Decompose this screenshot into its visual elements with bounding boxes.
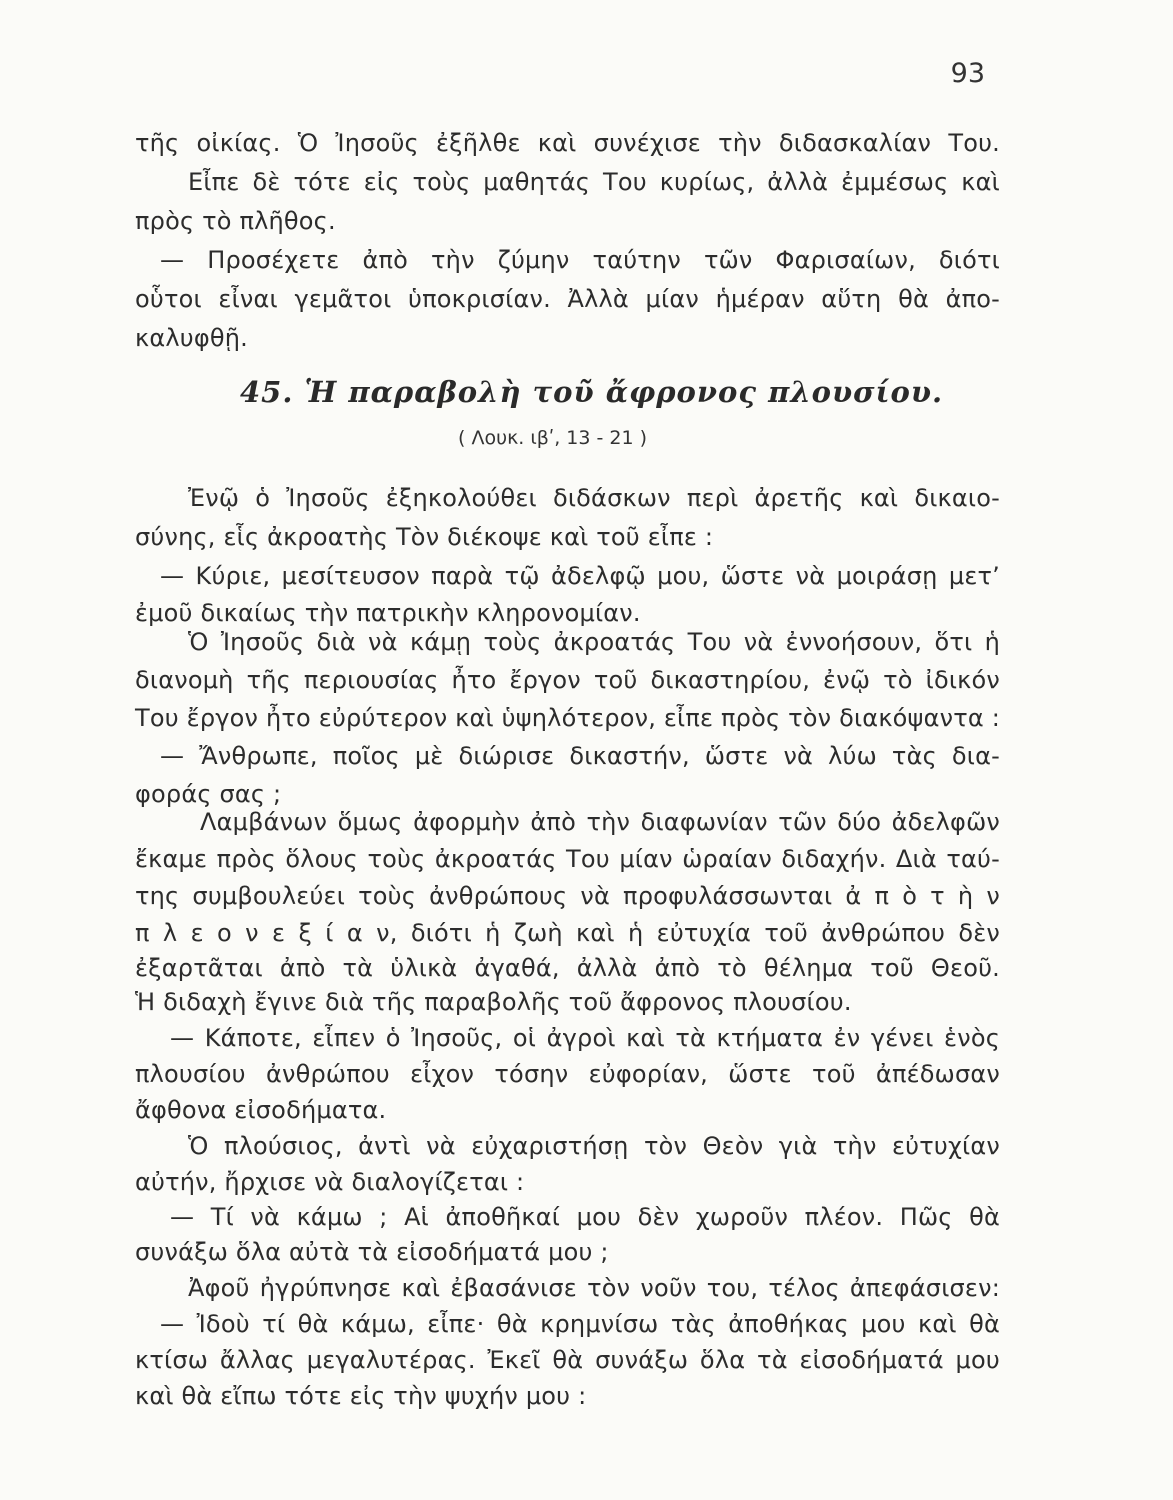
text-line: — Ἄνθρωπε, ποῖος μὲ διώρισε δικαστήν, ὥστε νὰ λύω τὰς δια- — [160, 742, 1000, 770]
text-line: της συμβουλεύει τοὺς ἀνθρώπους νὰ προφυλάσσωνται ἀ π ὸ τ ὴ ν — [135, 882, 1000, 910]
scripture-reference: ( Λουκ. ιβʹ, 13 - 21 ) — [458, 427, 648, 449]
text-line: Ὁ πλούσιος, ἀντὶ νὰ εὐχαριστήσῃ τὸν Θεὸν γιὰ τὴν εὐτυχίαν — [188, 1132, 1000, 1160]
text-line: Ἐνῷ ὁ Ἰησοῦς ἐξηκολούθει διδάσκων περὶ ἀρετῆς καὶ δικαιο- — [188, 484, 1000, 512]
section-heading: 45. Ἡ παραβολὴ τοῦ ἄφρονος πλουσίου. — [240, 375, 944, 409]
text-line: διανομὴ τῆς περιουσίας ἦτο ἔργον τοῦ δικαστηρίου, ἐνῷ τὸ ἰδικόν — [135, 666, 1000, 694]
text-line: πλουσίου ἀνθρώπου εἶχον τόσην εὐφορίαν, ὥστε τοῦ ἀπέδωσαν — [135, 1060, 1000, 1088]
text-line: σύνης, εἷς ἀκροατὴς Τὸν διέκοψε καὶ τοῦ εἶπε : — [135, 523, 714, 551]
text-line: ἄφθονα εἰσοδήματα. — [135, 1096, 387, 1124]
text-line: — Κύριε, μεσίτευσον παρὰ τῷ ἀδελφῷ μου, ὥστε νὰ μοιράσῃ μετʼ — [160, 562, 1000, 590]
text-line: συνάξω ὅλα αὐτὰ τὰ εἰσοδήματά μου ; — [135, 1238, 609, 1266]
text-line: Λαμβάνων ὅμως ἀφορμὴν ἀπὸ τὴν διαφωνίαν τῶν δύο ἀδελφῶν — [200, 808, 1000, 836]
text-line: αὐτήν, ἤρχισε νὰ διαλογίζεται : — [135, 1168, 525, 1196]
text-line: Εἶπε δὲ τότε εἰς τοὺς μαθητάς Του κυρίως, ἀλλὰ ἐμμέσως καὶ — [188, 168, 1000, 196]
text-line: πρὸς τὸ πλῆθος. — [135, 207, 336, 235]
text-line: φοράς σας ; — [135, 780, 282, 808]
text-line: Ἀφοῦ ἠγρύπνησε καὶ ἐβασάνισε τὸν νοῦν του, τέλος ἀπεφάσισεν: — [188, 1274, 1000, 1302]
text-line: — Προσέχετε ἀπὸ τὴν ζύμην ταύτην τῶν Φαρισαίων, διότι — [160, 246, 1000, 274]
text-line: Του ἔργον ἦτο εὐρύτερον καὶ ὑψηλότερον, εἶπε πρὸς τὸν διακόψαντα : — [135, 704, 1000, 732]
text-line: Ὁ Ἰησοῦς διὰ νὰ κάμῃ τοὺς ἀκροατάς Του νὰ ἐννοήσουν, ὅτι ἡ — [188, 628, 1000, 656]
text-line: καὶ θὰ εἴπω τότε εἰς τὴν ψυχήν μου : — [135, 1382, 587, 1410]
text-line: ἔκαμε πρὸς ὅλους τοὺς ἀκροατάς Του μίαν ὡραίαν διδαχήν. Διὰ ταύ- — [135, 845, 1000, 873]
text-line: οὗτοι εἶναι γεμᾶτοι ὑποκρισίαν. Ἀλλὰ μίαν ἡμέραν αὕτη θὰ ἀπο- — [135, 285, 1000, 313]
text-line: κτίσω ἄλλας μεγαλυτέρας. Ἐκεῖ θὰ συνάξω ὅλα τὰ εἰσοδήματά μου — [135, 1346, 1000, 1374]
text-line: Ἡ διδαχὴ ἔγινε διὰ τῆς παραβολῆς τοῦ ἄφρονος πλουσίου. — [135, 988, 852, 1016]
text-line: — Ἰδοὺ τί θὰ κάμω, εἶπε· θὰ κρημνίσω τὰς ἀποθήκας μου καὶ θὰ — [160, 1310, 1000, 1338]
text-line: — Τί νὰ κάμω ; Αἱ ἀποθῆκαί μου δὲν χωροῦν πλέον. Πῶς θὰ — [170, 1203, 1000, 1231]
page-number: 93 — [950, 58, 985, 89]
text-line: καλυφθῇ. — [135, 324, 249, 352]
text-line: ἐξαρτᾶται ἀπὸ τὰ ὑλικὰ ἀγαθά, ἀλλὰ ἀπὸ τὸ θέλημα τοῦ Θεοῦ. — [135, 954, 1000, 982]
text-line: π λ ε ο ν ε ξ ί α ν, διότι ἡ ζωὴ καὶ ἡ εὐτυχία τοῦ ἀνθρώπου δὲν — [135, 919, 1000, 947]
text-line: ἐμοῦ δικαίως τὴν πατρικὴν κληρονομίαν. — [135, 599, 641, 627]
text-line: — Κάποτε, εἶπεν ὁ Ἰησοῦς, οἱ ἀγροὶ καὶ τὰ κτήματα ἐν γένει ἑνὸς — [170, 1024, 1000, 1052]
text-line: τῆς οἰκίας. Ὁ Ἰησοῦς ἐξῆλθε καὶ συνέχισε τὴν διδασκαλίαν Του. — [135, 129, 1000, 157]
